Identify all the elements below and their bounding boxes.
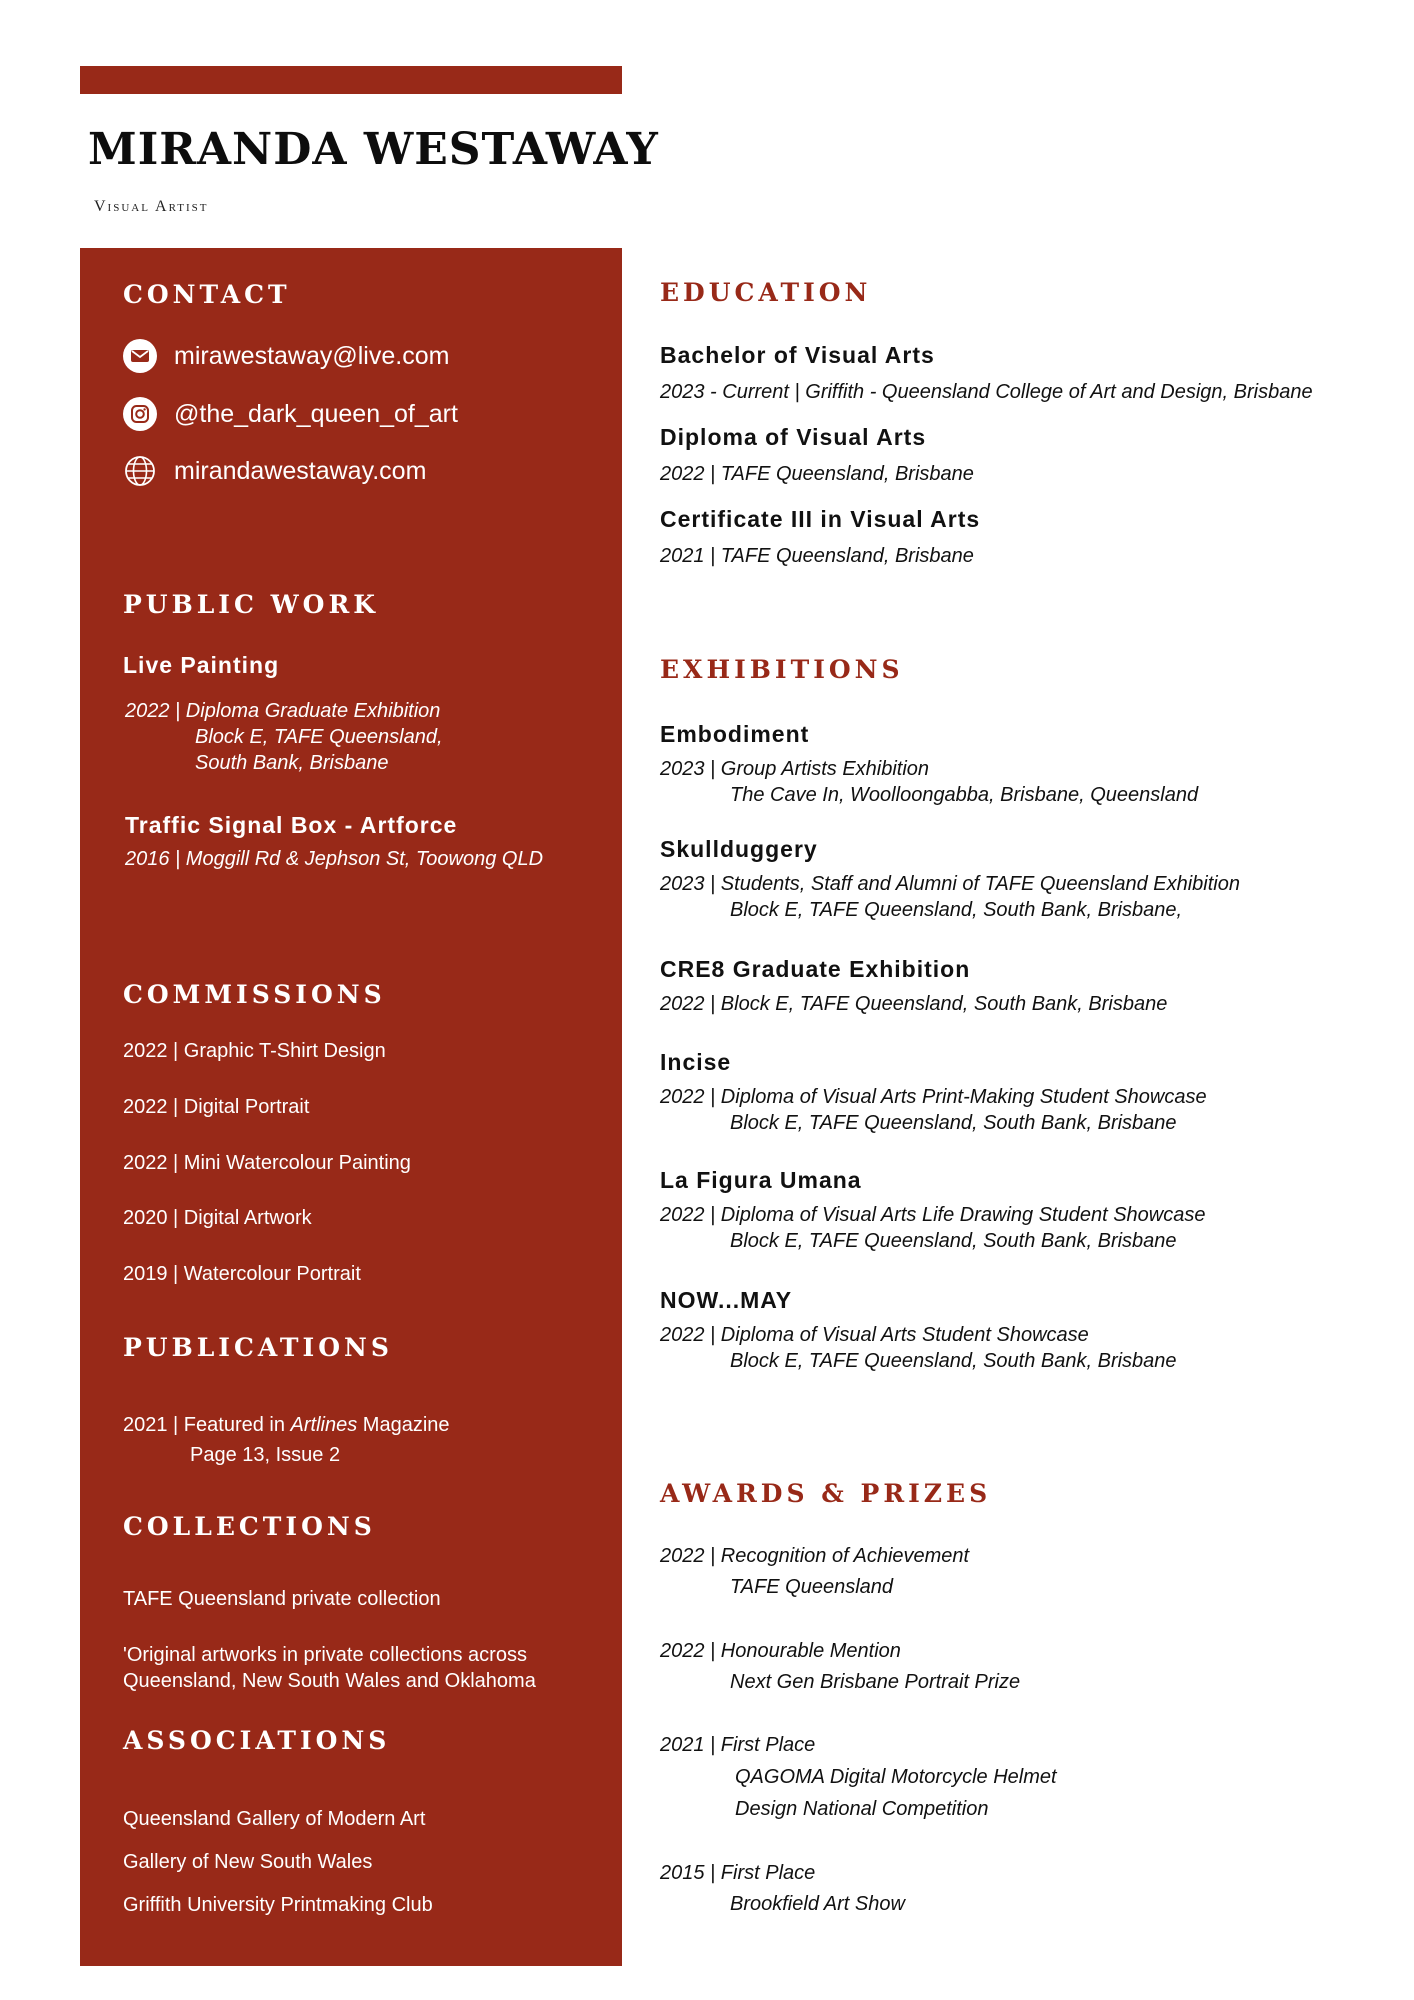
public-work-title: Traffic Signal Box - Artforce [125, 812, 458, 838]
exhibitions-heading: EXHIBITIONS [660, 655, 904, 684]
association-item: Queensland Gallery of Modern Art [123, 1808, 426, 1830]
associations-heading: ASSOCIATIONS [123, 1726, 391, 1755]
exhibition-detail: Block E, TAFE Queensland, South Bank, Brisbane [730, 1230, 1177, 1252]
contact-instagram[interactable]: @the_dark_queen_of_art [174, 399, 458, 428]
education-heading: EDUCATION [660, 278, 872, 307]
award-detail: 2022 | Recognition of Achievement [660, 1545, 970, 1567]
envelope-icon [123, 339, 157, 373]
award-detail: 2015 | First Place [660, 1862, 816, 1884]
award-detail: Brookfield Art Show [730, 1893, 905, 1915]
education-title: Certificate III in Visual Arts [660, 506, 981, 532]
exhibition-detail: 2023 | Students, Staff and Alumni of TAFE Queensland Exhibition [660, 873, 1240, 895]
exhibition-title: NOW...MAY [660, 1287, 793, 1313]
public-work-heading: PUBLIC WORK [123, 590, 379, 619]
globe-icon [123, 454, 157, 488]
commission-item: 2019 | Watercolour Portrait [123, 1263, 361, 1285]
association-item: Griffith University Printmaking Club [123, 1894, 433, 1916]
exhibition-detail: 2022 | Diploma of Visual Arts Life Drawing Student Showcase [660, 1204, 1206, 1226]
education-title: Bachelor of Visual Arts [660, 342, 935, 368]
collection-item: TAFE Queensland private collection [123, 1588, 441, 1610]
commission-item: 2022 | Digital Portrait [123, 1096, 310, 1118]
exhibition-title: La Figura Umana [660, 1167, 862, 1193]
person-name: MIRANDA WESTAWAY [88, 124, 659, 175]
public-work-detail: South Bank, Brisbane [195, 752, 389, 774]
exhibition-title: Embodiment [660, 721, 810, 747]
contact-email[interactable]: mirawestaway@live.com [174, 341, 450, 370]
exhibition-title: CRE8 Graduate Exhibition [660, 956, 971, 982]
exhibition-title: Skullduggery [660, 836, 818, 862]
contact-heading: CONTACT [123, 280, 291, 309]
contact-email-row[interactable] [123, 336, 449, 376]
exhibition-title: Incise [660, 1049, 732, 1075]
job-title: Visual Artist [94, 198, 209, 215]
publication-suffix: Magazine [357, 1414, 450, 1436]
exhibition-detail: 2022 | Diploma of Visual Arts Print-Making Student Showcase [660, 1086, 1207, 1108]
publication-prefix: 2021 | Featured in [123, 1414, 291, 1436]
education-detail: 2023 - Current | Griffith - Queensland College of Art and Design, Brisbane [660, 381, 1313, 403]
association-item: Gallery of New South Wales [123, 1851, 373, 1873]
exhibition-detail: Block E, TAFE Queensland, South Bank, Brisbane [730, 1350, 1177, 1372]
header-accent-bar [80, 66, 622, 94]
publication-magazine: Artlines [290, 1414, 358, 1436]
public-work-detail: 2022 | Diploma Graduate Exhibition [125, 700, 441, 722]
exhibition-detail: Block E, TAFE Queensland, South Bank, Brisbane, [730, 899, 1183, 921]
commission-item: 2020 | Digital Artwork [123, 1207, 312, 1229]
instagram-icon [123, 397, 157, 431]
exhibition-detail: The Cave In, Woolloongabba, Brisbane, Queensland [730, 784, 1199, 806]
publication-detail: Page 13, Issue 2 [190, 1444, 341, 1466]
education-title: Diploma of Visual Arts [660, 424, 927, 450]
public-work-title: Live Painting [123, 652, 280, 678]
award-detail: Next Gen Brisbane Portrait Prize [730, 1671, 1021, 1693]
education-detail: 2021 | TAFE Queensland, Brisbane [660, 545, 974, 567]
education-detail: 2022 | TAFE Queensland, Brisbane [660, 463, 974, 485]
collections-heading: COLLECTIONS [123, 1512, 376, 1541]
award-detail: 2021 | First Place [660, 1734, 816, 1756]
exhibition-detail: 2023 | Group Artists Exhibition [660, 758, 930, 780]
publication-item [123, 1414, 450, 1437]
awards-heading: AWARDS & PRIZES [660, 1479, 992, 1508]
exhibition-detail: 2022 | Diploma of Visual Arts Student Showcase [660, 1324, 1089, 1346]
award-detail: TAFE Queensland [730, 1576, 894, 1598]
contact-website[interactable]: mirandawestaway.com [174, 456, 427, 485]
public-work-detail: 2016 | Moggill Rd & Jephson St, Toowong QLD [125, 848, 544, 870]
collection-item: 'Original artworks in private collections across [123, 1644, 527, 1666]
collection-item: Queensland, New South Wales and Oklahoma [123, 1670, 536, 1692]
contact-instagram-row[interactable] [123, 394, 458, 434]
publications-heading: PUBLICATIONS [123, 1333, 393, 1362]
public-work-detail: Block E, TAFE Queensland, [195, 726, 443, 748]
exhibition-detail: 2022 | Block E, TAFE Queensland, South Bank, Brisbane [660, 993, 1168, 1015]
commission-item: 2022 | Mini Watercolour Painting [123, 1152, 411, 1174]
exhibition-detail: Block E, TAFE Queensland, South Bank, Brisbane [730, 1112, 1177, 1134]
commission-item: 2022 | Graphic T-Shirt Design [123, 1040, 386, 1062]
contact-website-row[interactable] [123, 451, 426, 491]
award-detail: Design National Competition [735, 1798, 989, 1820]
award-detail: QAGOMA Digital Motorcycle Helmet [735, 1766, 1057, 1788]
commissions-heading: COMMISSIONS [123, 980, 386, 1009]
award-detail: 2022 | Honourable Mention [660, 1640, 901, 1662]
sidebar [80, 248, 622, 1966]
